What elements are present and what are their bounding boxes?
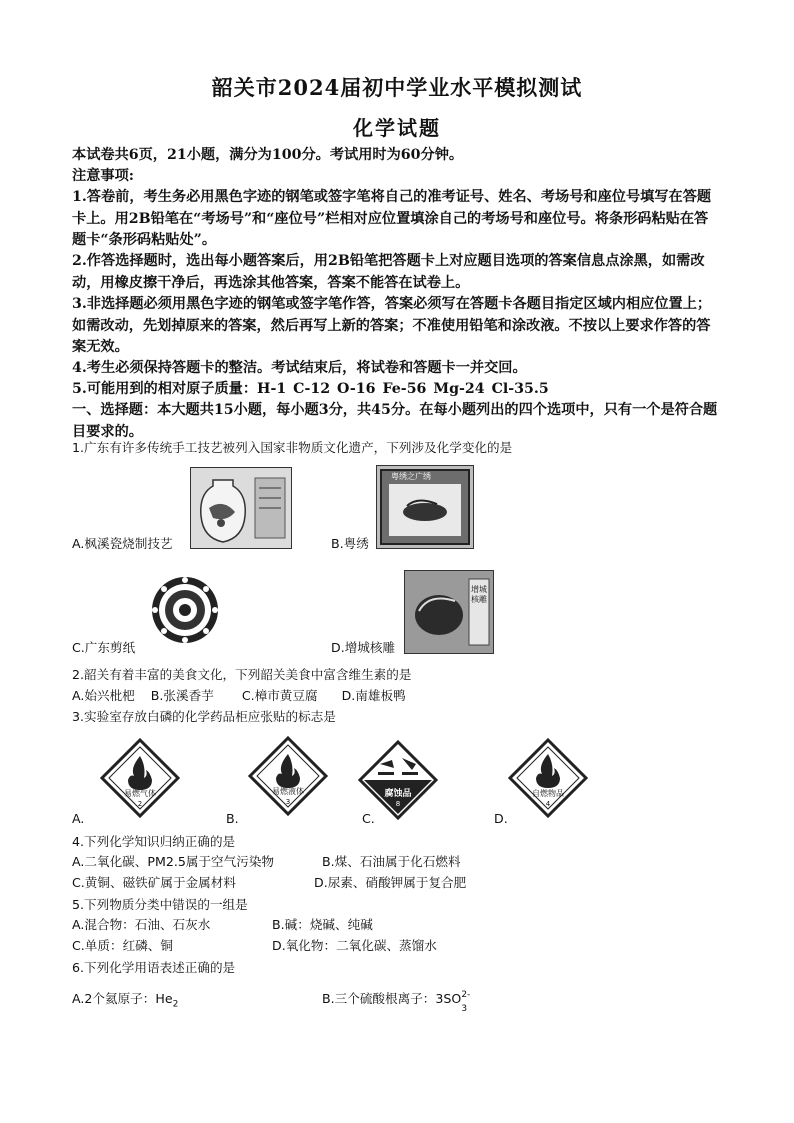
exam-info: 本试卷共6页，21小题，满分为100分。考试用时为60分钟。: [72, 147, 464, 163]
q6-option-a: [72, 990, 178, 1014]
q4-option-b: B.煤、石油属于化石燃料: [322, 854, 461, 869]
porcelain-vase-icon: [191, 468, 291, 548]
q1-a-image: [190, 467, 292, 549]
q1-d-image: [404, 570, 494, 654]
q6-option-b: [322, 989, 475, 1014]
q1-option-d: D.增城核雕: [331, 640, 396, 655]
q6-option-b-superscript: 2-: [461, 989, 471, 1000]
q3-stem: 3.实验室存放白磷的化学药品柜应张贴的标志是: [72, 709, 336, 724]
q1-option-a: A.枫溪瓷烧制技艺: [72, 536, 173, 551]
q4-option-c: C.黄铜、磁铁矿属于金属材料: [72, 875, 236, 890]
q4-stem: 4.下列化学知识归纳正确的是: [72, 834, 236, 849]
q6-option-b-formula: SO: [443, 991, 462, 1006]
q2-stem: 2.韶关有着丰富的美食文化，下列韶关美食中富含维生素的是: [72, 667, 412, 682]
q5-option-a: A.混合物：石油、石灰水: [72, 917, 211, 932]
q3-sign-d-class: 4: [545, 800, 551, 808]
q3-option-b: B.: [226, 811, 239, 826]
q1-c-image: [146, 574, 224, 646]
q3-sign-d: [508, 738, 588, 818]
exam-subject: 化学试题: [353, 116, 441, 140]
section-heading: 一、选择题：本大题共15小题，每小题3分，共45分。在每小题列出的四个选项中，只有一个是符合题目要求的。: [72, 402, 718, 440]
q1-option-c: C.广东剪纸: [72, 640, 136, 655]
q3-option-c: C.: [362, 811, 375, 826]
q3-option-d: D.: [494, 811, 508, 826]
q3-sign-a-label: 易燃气体: [124, 789, 156, 798]
q6-option-b-subscript: 3: [461, 1003, 468, 1014]
q1-b-image: [376, 465, 474, 549]
q3-sign-b: [248, 736, 328, 816]
exam-title: 韶关市2024届初中学业水平模拟测试: [211, 75, 583, 100]
q4-option-d: D.尿素、硝酸钾属于复合肥: [314, 875, 467, 890]
q3-sign-c-class: 8: [395, 800, 401, 808]
q6-option-b-charge: [461, 989, 475, 1014]
note-5: 5.可能用到的相对原子质量：H-1 C-12 O-16 Fe-56 Mg-24 Cl-35.5: [72, 381, 549, 397]
note-4: 4.考生必须保持答题卡的整洁。考试结束后，将试卷和答题卡一并交回。: [72, 360, 527, 376]
q4-option-a: A.二氧化碳、PM2.5属于空气污染物: [72, 854, 275, 869]
note-2: 2.作答选择题时，选出每小题答案后，用2B铅笔把答题卡上对应题目选项的答案信息点涂黑，如需改动，用橡皮擦干净后，再选涂其他答案，答案不能答在试卷上。: [72, 253, 705, 291]
q1-stem: 1.广东有许多传统手工技艺被列入国家非物质文化遗产，下列涉及化学变化的是: [72, 440, 513, 455]
olive-carving-icon: [405, 571, 493, 653]
q5-option-b: B.碱：烧碱、纯碱: [272, 917, 373, 932]
q3-sign-b-label: 易燃液体: [272, 787, 304, 796]
q3-sign-b-class: 3: [285, 798, 291, 806]
q3-sign-c-label: 腐蚀品: [384, 789, 412, 799]
q6-option-a-subscript: 2: [172, 999, 179, 1010]
q3-sign-d-label: 自燃物品: [532, 789, 564, 798]
q5-option-c: C.单质：红磷、铜: [72, 938, 173, 953]
q1-option-b: B.粤绣: [331, 536, 369, 551]
paper-cut-icon: [146, 574, 224, 646]
note-1: 1.答卷前，考生务必用黑色字迹的钢笔或签字笔将自己的准考证号、姓名、考场号和座位号填写在答题卡上。用2B铅笔在“考场号”和“座位号”栏相对应位置填涂自己的考场号和座位号。将条形码粘贴在答题卡“条形码粘贴处”。: [72, 189, 712, 248]
corrosive-sign-icon: [358, 740, 438, 820]
q3-sign-a: [100, 738, 180, 818]
q3-option-a: A.: [72, 811, 85, 826]
q1-b-image-caption: 粤绣之广绣: [391, 472, 431, 481]
q3-sign-a-class: 2: [137, 800, 143, 808]
q6-stem: 6.下列化学用语表述正确的是: [72, 960, 236, 975]
q5-stem: 5.下列物质分类中错误的一组是: [72, 897, 248, 912]
q2-options: A.始兴枇杷 B.张溪香芋 C.樟市黄豆腐 D.南雄板鸭: [72, 688, 406, 703]
q3-sign-c: [358, 740, 438, 820]
q1-d-image-caption: 增城核雕: [471, 585, 487, 604]
note-3: 3.非选择题必须用黑色字迹的钢笔或签字笔作答，答案必须写在答题卡各题目指定区域内相应位置上；如需改动，先划掉原来的答案，然后再写上新的答案；不准使用铅笔和涂改液。不按以上要求作答的答案无效。: [72, 296, 712, 355]
q5-option-d: D.氧化物：二氧化碳、蒸馏水: [272, 938, 437, 953]
q6-option-a-text: A.2个氦原子：He: [72, 991, 173, 1006]
notes-heading: 注意事项:: [72, 168, 134, 184]
q6-option-b-text: B.三个硫酸根离子：3: [322, 991, 444, 1006]
